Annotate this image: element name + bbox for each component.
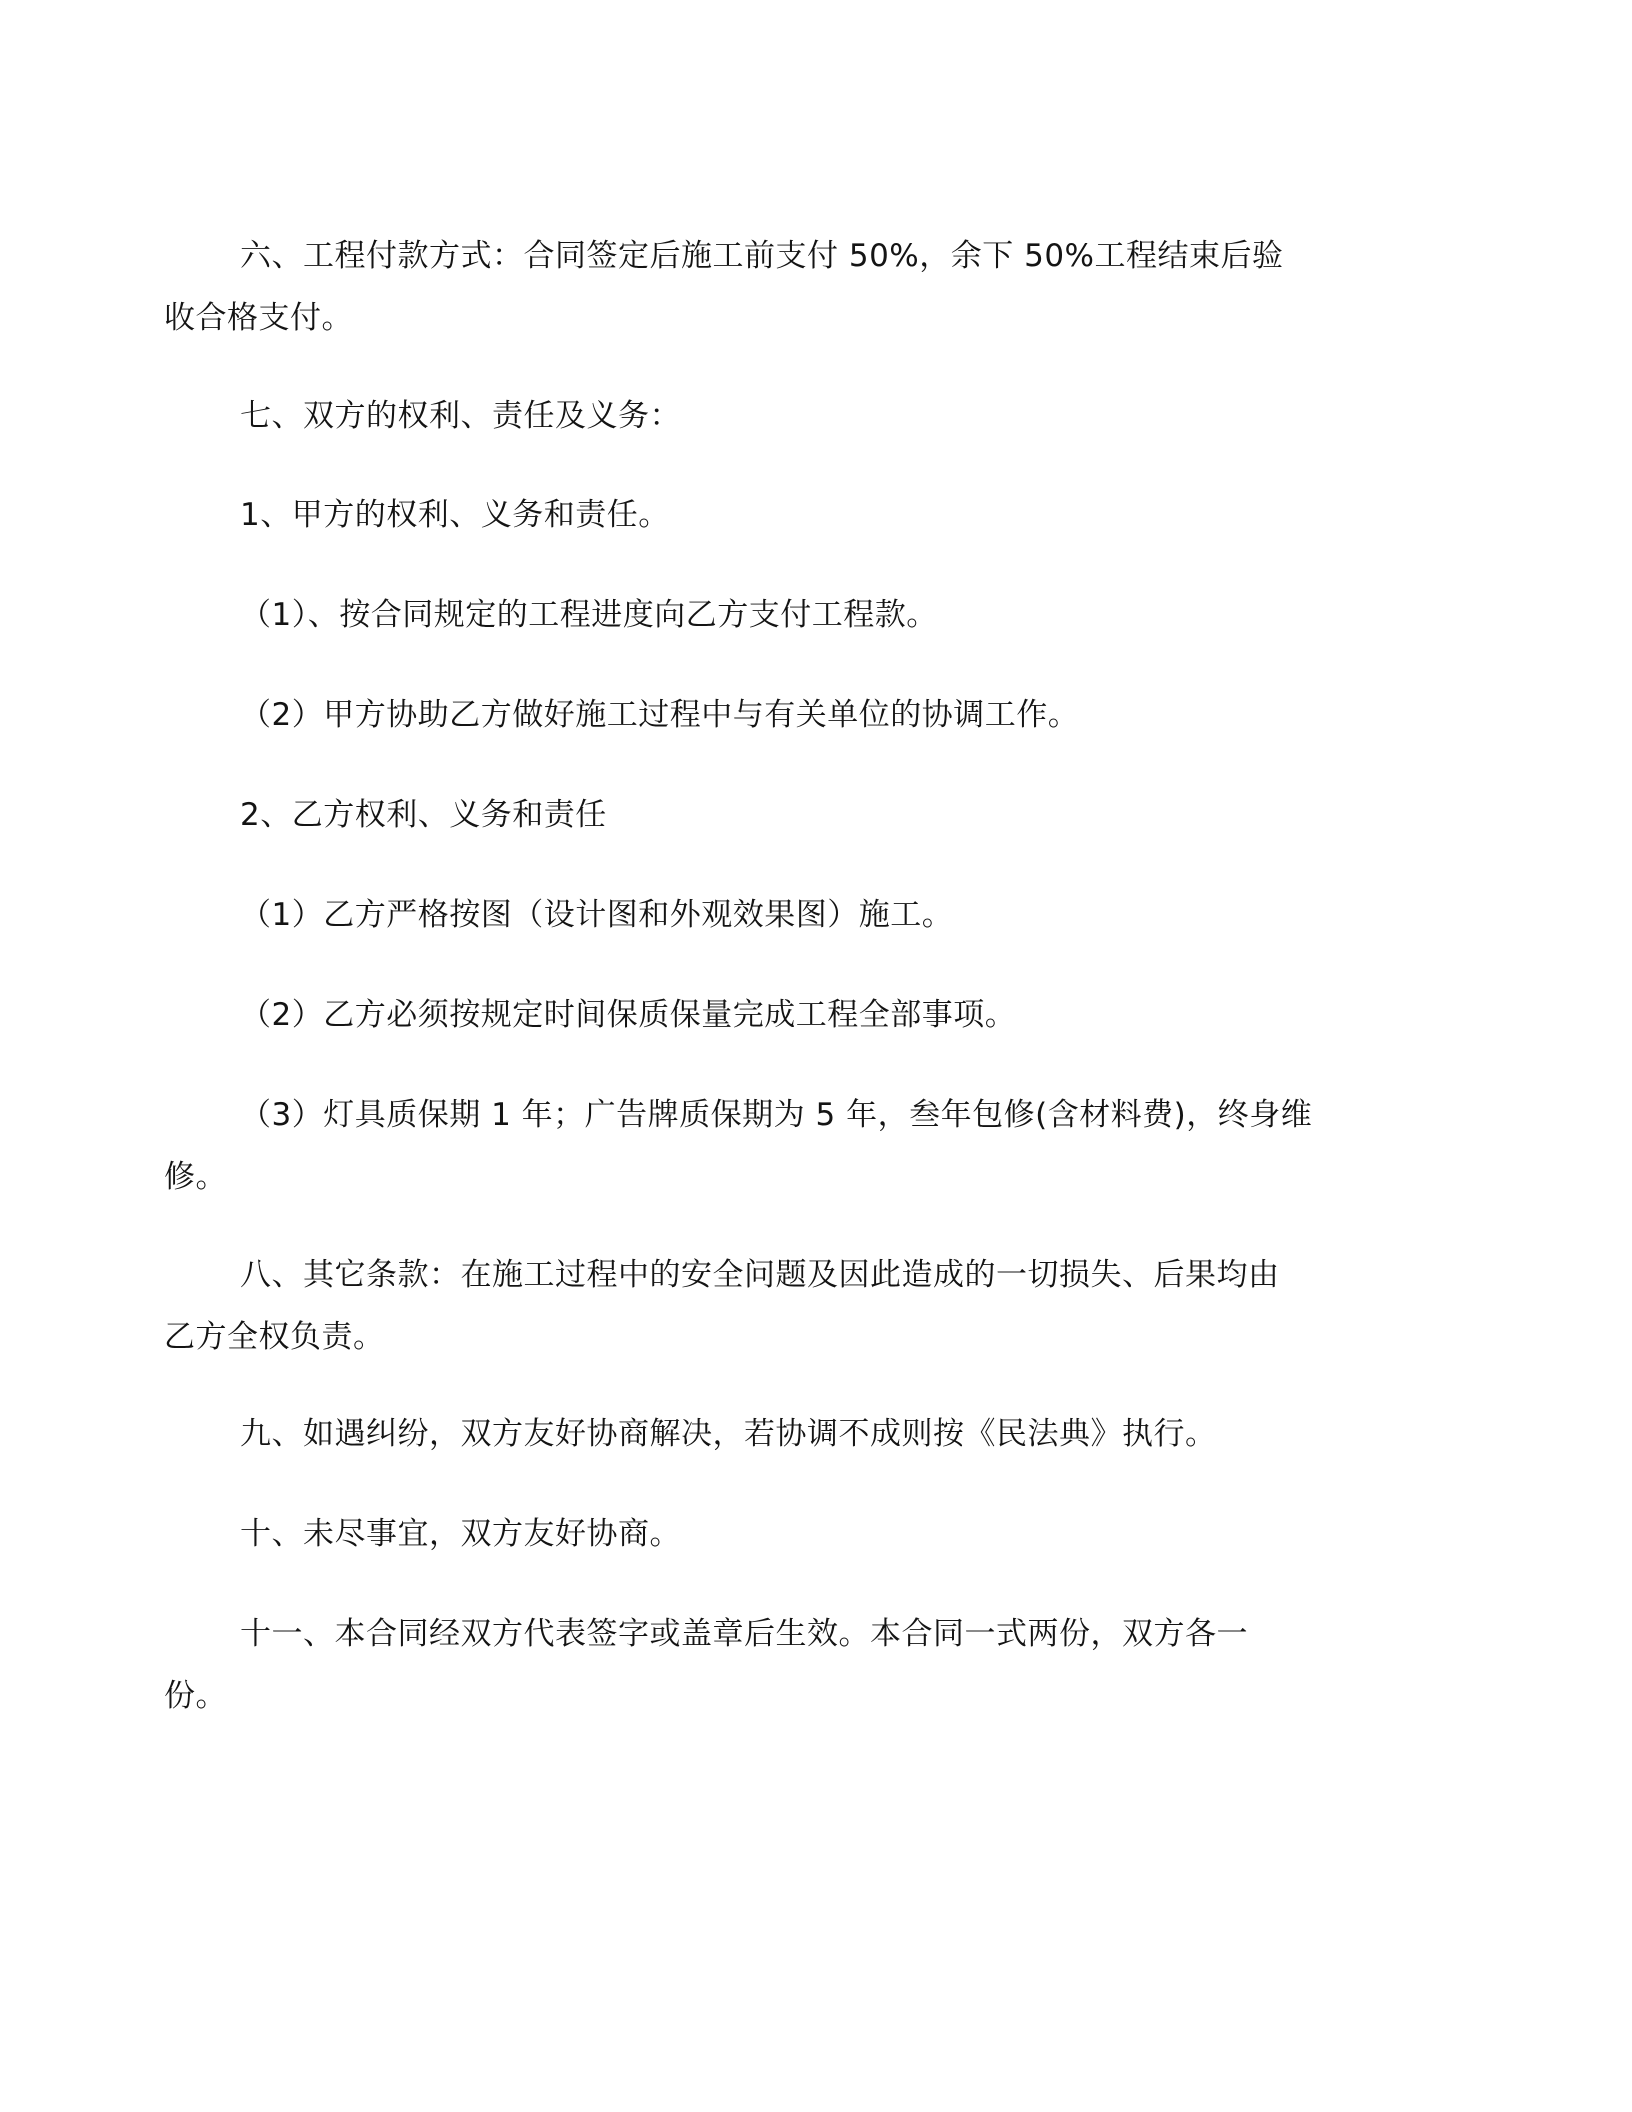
clause-10-unresolved <box>240 1503 1390 1565</box>
clause-line: 九、如遇纠纷，双方友好协商解决，若协调不成则按《民法典》执行。 <box>240 1416 1217 1452</box>
clause-line-continued: 乙方全权负责。 <box>164 1319 385 1355</box>
party-b-item-2 <box>240 984 1390 1046</box>
party-a-heading <box>240 484 1390 546</box>
clause-line: （1）乙方严格按图（设计图和外观效果图）施工。 <box>240 897 954 933</box>
clause-line-continued: 修。 <box>164 1159 227 1195</box>
clause-line: 八、其它条款：在施工过程中的安全问题及因此造成的一切损失、后果均由 <box>240 1257 1280 1293</box>
clause-line: （1）、按合同规定的工程进度向乙方支付工程款。 <box>240 597 938 633</box>
party-b-item-3 <box>164 1084 1390 1208</box>
clause-line: 六、工程付款方式：合同签定后施工前支付 50%，余下 50%工程结束后验 <box>240 238 1284 274</box>
party-a-item-2 <box>240 684 1390 746</box>
clause-8-other <box>164 1244 1390 1368</box>
party-b-item-1 <box>240 884 1390 946</box>
clause-line: （2）甲方协助乙方做好施工过程中与有关单位的协调工作。 <box>240 697 1080 733</box>
clause-6-payment <box>164 225 1390 349</box>
clause-line: 十、未尽事宜，双方友好协商。 <box>240 1516 681 1552</box>
clause-line: 七、双方的权利、责任及义务： <box>240 398 681 434</box>
clause-9-disputes <box>240 1403 1390 1465</box>
clause-line: （3）灯具质保期 1 年；广告牌质保期为 5 年，叁年包修(含材料费)，终身维 <box>240 1097 1313 1133</box>
clause-line: 十一、本合同经双方代表签字或盖章后生效。本合同一式两份，双方各一 <box>240 1616 1248 1652</box>
clause-7-heading <box>240 385 1390 447</box>
clause-11-effective <box>164 1603 1390 1727</box>
clause-line-continued: 份。 <box>164 1678 227 1714</box>
clause-line: （2）乙方必须按规定时间保质保量完成工程全部事项。 <box>240 997 1017 1033</box>
clause-line: 1、甲方的权利、义务和责任。 <box>240 497 670 533</box>
party-a-item-1 <box>240 584 1390 646</box>
party-b-heading <box>240 784 1390 846</box>
clause-line: 2、乙方权利、义务和责任 <box>240 797 607 833</box>
clause-line-continued: 收合格支付。 <box>164 300 353 336</box>
